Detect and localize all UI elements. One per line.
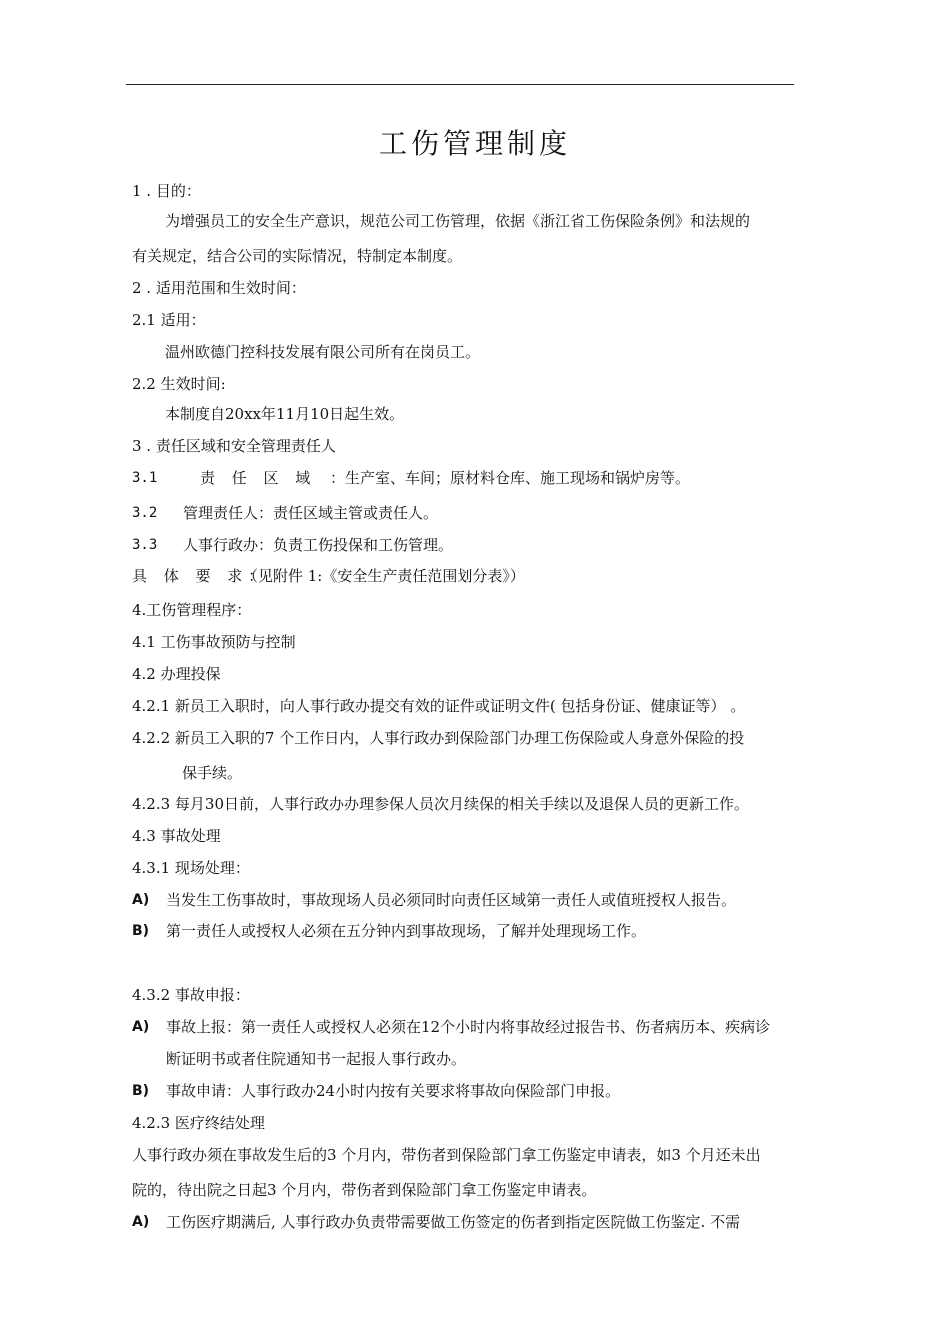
section-3-heading: 3 . 责任区域和安全管理责任人 (132, 437, 336, 455)
section-3-3-body: 人事行政办：负责工伤投保和工伤管理。 (183, 536, 454, 554)
section-4-3-2-item-a-line-1: 事故上报：第一责任人或授权人必须在12个小时内将事故经过报告书、伤者病历本、疾病诊 (166, 1018, 771, 1036)
section-4-3-1-item-b: 第一责任人或授权人必须在五分钟内到事故现场，了解并处理现场工作。 (166, 922, 647, 940)
section-4-2-3-medical-body-line-1: 人事行政办须在事故发生后的3 个月内，带伤者到保险部门拿工伤鉴定申请表，如3 个月还未出 (132, 1146, 761, 1164)
page-title: 工伤管理制度 (378, 127, 571, 160)
section-4-3-1-item-a: 当发生工伤事故时，事故现场人员必须同时向责任区域第一责任人或值班授权人报告。 (166, 891, 737, 909)
section-3-1-number: 3.1 (132, 470, 158, 486)
section-4-3-1-heading: 4.3.1 现场处理： (132, 859, 250, 877)
section-4-2-1: 4.2.1 新员工入职时，向人事行政办提交有效的证件或证明文件( 包括身份证、健康证等） 。 (132, 697, 746, 715)
section-4-2-3-medical-item-a: 工伤医疗期满后, 人事行政办负责带需要做工伤签定的伤者到指定医院做工伤鉴定. 不需 (166, 1213, 741, 1231)
section-2-1-heading: 2.1 适用： (132, 311, 206, 329)
section-3-1-label: 责 任 区 域 (200, 469, 317, 487)
list-label-a: A) (132, 1019, 150, 1035)
list-label-a: A) (132, 892, 150, 908)
section-2-2-heading: 2.2 生效时间: (132, 375, 226, 393)
section-3-3-number: 3.3 (132, 537, 158, 553)
section-4-2-3-medical-body-line-2: 院的，待出院之日起3 个月内，带伤者到保险部门拿工伤鉴定申请表。 (132, 1181, 597, 1199)
section-1-body-line-2: 有关规定，结合公司的实际情况，特制定本制度。 (132, 247, 463, 265)
section-4-1-heading: 4.1 工伤事故预防与控制 (132, 633, 296, 651)
header-rule (126, 84, 794, 85)
section-3-1-body: ：生产室、车间；原材料仓库、施工现场和锅炉房等。 (330, 469, 691, 487)
section-3-2-number: 3.2 (132, 505, 158, 521)
section-4-2-3: 4.2.3 每月30日前，人事行政办办理参保人员次月续保的相关手续以及退保人员的更新工作。 (132, 795, 750, 813)
section-4-3-2-heading: 4.3.2 事故申报： (132, 986, 250, 1004)
section-3-detail-body: （见附件 1:《安全生产责任范围划分表》） (243, 567, 525, 585)
section-3-detail-label: 具 体 要 求： (132, 567, 270, 585)
section-3-2-body: 管理责任人：责任区域主管或责任人。 (183, 504, 439, 522)
list-label-b: B) (132, 1083, 150, 1099)
section-2-2-body: 本制度自20xx年11月10日起生效。 (165, 405, 405, 423)
section-4-2-heading: 4.2 办理投保 (132, 665, 221, 683)
section-2-1-body: 温州欧德门控科技发展有限公司所有在岗员工。 (165, 343, 481, 361)
section-1-body-line-1: 为增强员工的安全生产意识，规范公司工伤管理，依据《浙江省工伤保险条例》和法规的 (165, 212, 751, 230)
section-4-3-heading: 4.3 事故处理 (132, 827, 221, 845)
section-2-heading: 2 . 适用范围和生效时间： (132, 279, 306, 297)
list-label-b: B) (132, 923, 150, 939)
section-4-heading: 4.工伤管理程序： (132, 601, 252, 619)
section-4-3-2-item-b: 事故申请：人事行政办24小时内按有关要求将事故向保险部门申报。 (166, 1082, 621, 1100)
section-4-2-3-medical-heading: 4.2.3 医疗终结处理 (132, 1114, 265, 1132)
section-4-2-2-line-1: 4.2.2 新员工入职的7 个工作日内，人事行政办到保险部门办理工伤保险或人身意外保险的投 (132, 729, 745, 747)
section-4-2-2-line-2: 保手续。 (182, 764, 243, 782)
section-1-heading: 1 . 目的： (132, 182, 201, 200)
section-4-3-2-item-a-line-2: 断证明书或者住院通知书一起报人事行政办。 (166, 1050, 467, 1068)
list-label-a: A) (132, 1214, 150, 1230)
